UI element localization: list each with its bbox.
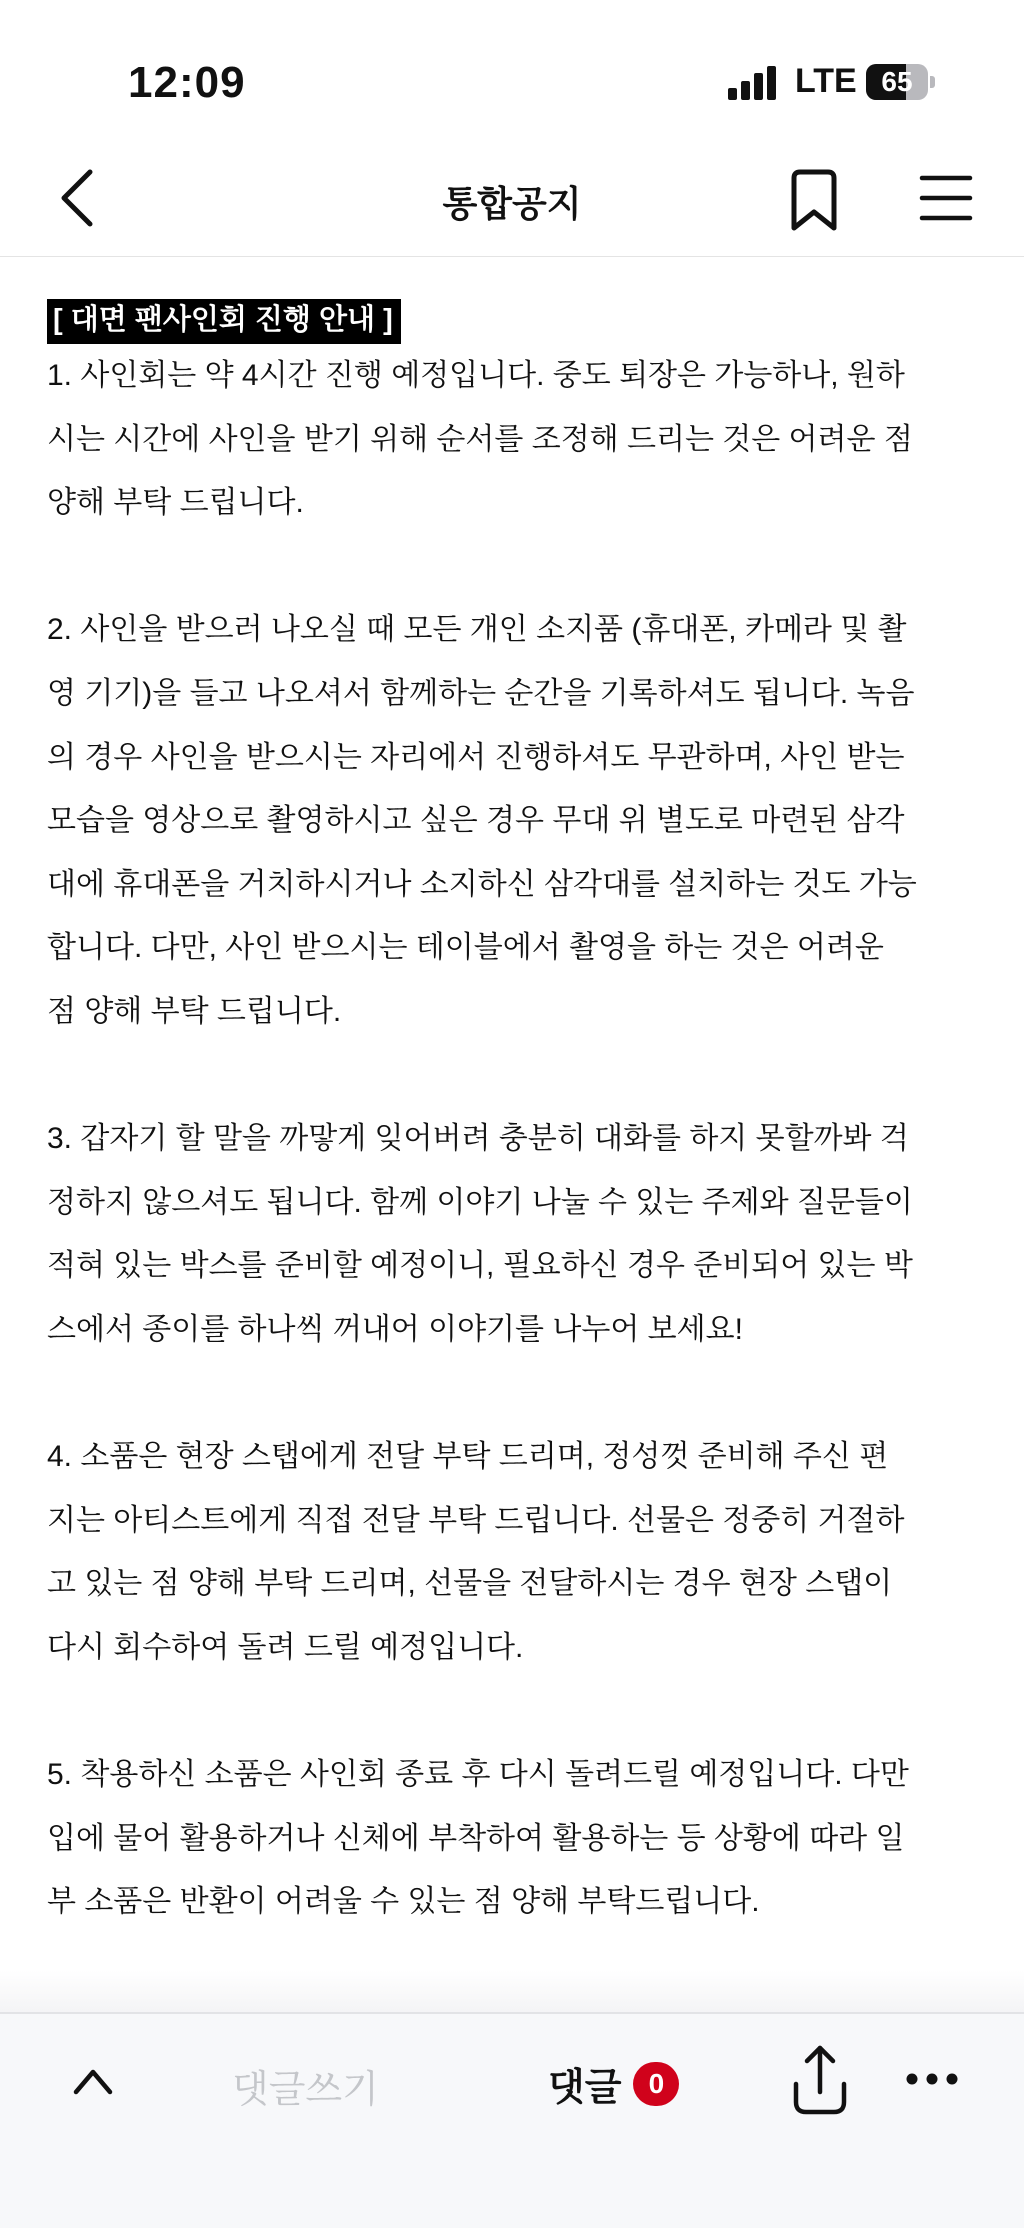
text-line: 다시 회수하여 돌려 드릴 예정입니다. [47, 1630, 524, 1664]
cellular-signal-icon [728, 66, 778, 100]
notice-paragraph [47, 344, 987, 535]
text-line: 입에 물어 활용하거나 신체에 부착하여 활용하는 등 상황에 따라 일 [47, 1821, 905, 1855]
battery-percent: 65 [881, 66, 913, 97]
text-line: 대에 휴대폰을 거치하시거나 소지하신 삼각대를 설치하는 것도 가능 [47, 867, 917, 901]
text-line: 의 경우 사인을 받으시는 자리에서 진행하셔도 무관하며, 사인 받는 [47, 740, 905, 774]
comments-button[interactable] [548, 2056, 679, 2111]
text-line: 고 있는 점 양해 부탁 드리며, 선물을 전달하시는 경우 현장 스탭이 [47, 1567, 893, 1601]
text-line: 합니다. 다만, 사인 받으시는 테이블에서 촬영을 하는 것은 어려운 [47, 931, 884, 965]
text-line: 스에서 종이를 하나씩 꺼내어 이야기를 나누어 보세요! [47, 1312, 743, 1346]
battery-icon [866, 64, 936, 100]
text-line: 양해 부탁 드립니다. [47, 486, 304, 520]
page-title: 통합공지 [442, 183, 582, 224]
notice-paragraph [47, 1107, 987, 1361]
hamburger-menu-icon[interactable] [918, 170, 974, 226]
notice-paragraph [47, 1425, 987, 1679]
text-line: 1. 사인회는 약 4시간 진행 예정입니다. 중도 퇴장은 가능하나, 원하 [47, 359, 905, 392]
notice-paragraph [47, 1743, 987, 1934]
text-line: 점 양해 부탁 드립니다. [47, 994, 342, 1028]
text-line: 2. 사인을 받으러 나오실 때 모든 개인 소지품 (휴대폰, 카메라 및 촬 [47, 613, 907, 647]
chevron-up-icon[interactable] [68, 2058, 118, 2108]
more-options-icon[interactable] [904, 2064, 960, 2094]
text-line: 시는 시간에 사인을 받기 위해 순서를 조정해 드리는 것은 어려운 점 [47, 422, 913, 456]
network-type: LTE [795, 62, 857, 100]
text-line: 3. 갑자기 할 말을 까맣게 잊어버려 충분히 대화를 하지 못할까봐 걱 [47, 1122, 909, 1156]
write-comment-input[interactable]: 댓글쓰기 [232, 2069, 379, 2111]
comment-count-badge: 0 [633, 2062, 679, 2106]
text-line: 영 기기)을 들고 나오셔서 함께하는 순간을 기록하셔도 됩니다. 녹음 [47, 676, 915, 710]
notice-body [47, 299, 987, 1934]
bookmark-icon[interactable] [786, 168, 842, 232]
text-line: 적혀 있는 박스를 준비할 예정이니, 필요하신 경우 준비되어 있는 박 [47, 1249, 913, 1283]
notice-paragraph [47, 598, 987, 1043]
share-icon[interactable] [790, 2044, 850, 2116]
text-line: 부 소품은 반환이 어려울 수 있는 점 양해 부탁드립니다. [47, 1885, 760, 1919]
nav-bar [0, 140, 1024, 257]
status-time: 12:09 [128, 58, 246, 107]
notice-paragraphs [47, 344, 987, 1934]
comments-label: 댓글 [548, 2067, 622, 2109]
text-line: 4. 소품은 현장 스탭에게 전달 부탁 드리며, 정성껏 준비해 주신 편 [47, 1440, 889, 1474]
notice-title: [ 대면 팬사인회 진행 안내 ] [47, 299, 401, 344]
bottom-toolbar [0, 2012, 1024, 2228]
text-line: 모습을 영상으로 촬영하시고 싶은 경우 무대 위 별도로 마련된 삼각 [47, 804, 905, 838]
text-line: 지는 아티스트에게 직접 전달 부탁 드립니다. 선물은 정중히 거절하 [47, 1503, 905, 1537]
text-line: 5. 착용하신 소품은 사인회 종료 후 다시 돌려드릴 예정입니다. 다만 [47, 1758, 909, 1792]
text-line: 정하지 않으셔도 됩니다. 함께 이야기 나눌 수 있는 주제와 질문들이 [47, 1185, 913, 1219]
